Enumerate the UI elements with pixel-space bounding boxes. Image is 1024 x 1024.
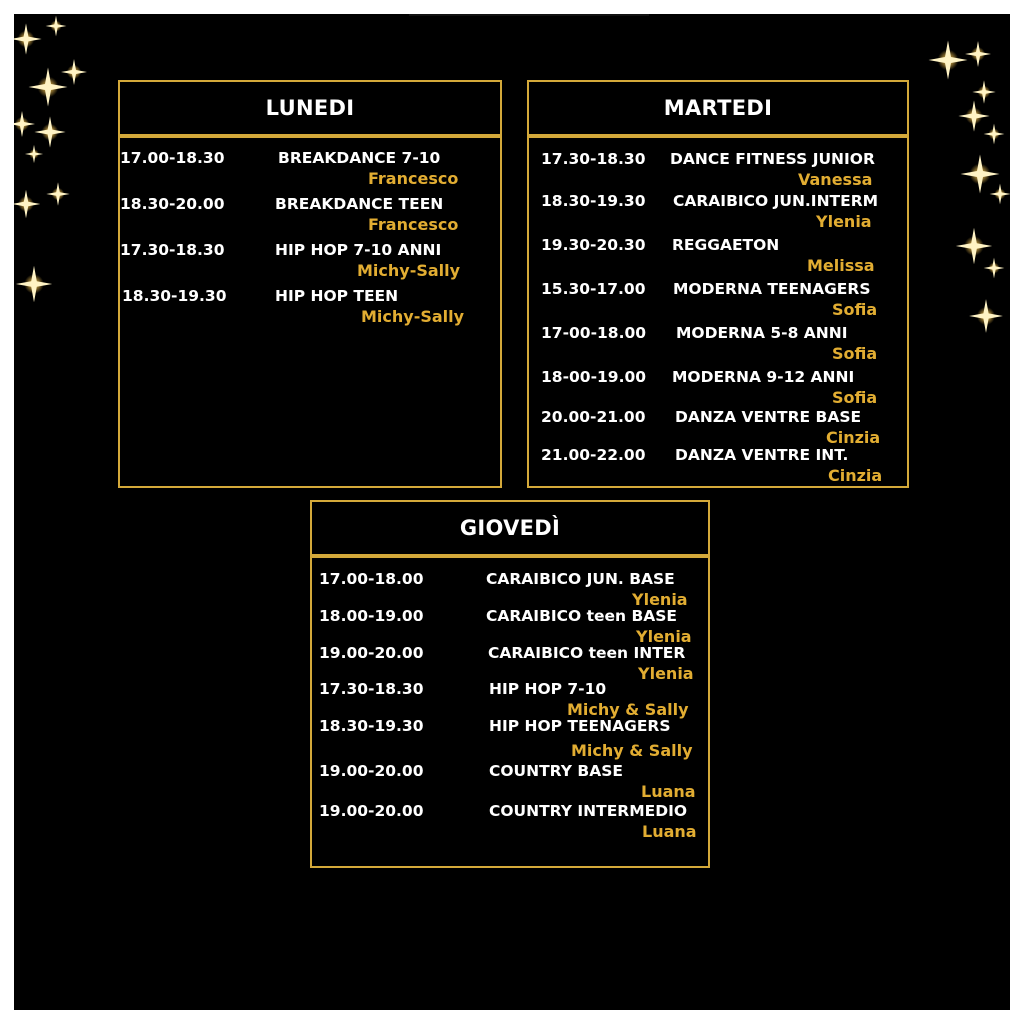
schedule-row bbox=[120, 241, 500, 281]
sparkle-cluster-icon bbox=[924, 24, 1010, 344]
time-slot: 17.30-18.30 bbox=[120, 241, 225, 259]
teacher-name: Francesco bbox=[368, 169, 459, 188]
course-name: HIP HOP TEENAGERS bbox=[489, 717, 671, 735]
course-name: COUNTRY BASE bbox=[489, 762, 623, 780]
course-name: HIP HOP TEEN bbox=[275, 287, 399, 305]
course-name: CARAIBICO JUN. BASE bbox=[486, 570, 675, 588]
panel-lunedi bbox=[118, 80, 502, 488]
schedule-row bbox=[529, 324, 907, 364]
panel-title: GIOVEDÌ bbox=[312, 502, 708, 558]
teacher-name: Michy & Sally bbox=[567, 700, 689, 719]
teacher-name: Sofia bbox=[832, 300, 878, 319]
schedule-row bbox=[312, 607, 708, 647]
schedule-row bbox=[529, 446, 907, 486]
schedule-row bbox=[529, 368, 907, 408]
time-slot: 18-00-19.00 bbox=[541, 368, 647, 386]
time-slot: 18.00-19.00 bbox=[319, 607, 424, 625]
teacher-name: Luana bbox=[641, 782, 696, 801]
schedule-row bbox=[529, 150, 907, 190]
schedule-row bbox=[120, 195, 500, 235]
teacher-name: Vanessa bbox=[798, 170, 873, 189]
panel-title: LUNEDI bbox=[120, 82, 500, 138]
schedule-row bbox=[312, 802, 708, 842]
schedule-row bbox=[312, 762, 708, 802]
course-name: CARAIBICO JUN.INTERM bbox=[673, 192, 879, 210]
time-slot: 19.00-20.00 bbox=[319, 802, 424, 820]
schedule-board bbox=[14, 14, 1010, 1010]
course-name: MODERNA 9-12 ANNI bbox=[672, 368, 855, 386]
course-name: DANZA VENTRE BASE bbox=[675, 408, 862, 426]
teacher-name: Michy-Sally bbox=[361, 307, 465, 326]
teacher-name: Ylenia bbox=[636, 627, 692, 646]
course-name: CARAIBICO teen BASE bbox=[486, 607, 678, 625]
teacher-name: Michy & Sally bbox=[571, 741, 693, 760]
sparkle-cluster-icon bbox=[14, 14, 104, 314]
teacher-name: Luana bbox=[642, 822, 697, 841]
schedule-row bbox=[529, 236, 907, 276]
panel-martedi bbox=[527, 80, 909, 488]
time-slot: 19.30-20.30 bbox=[541, 236, 646, 254]
schedule-row bbox=[312, 570, 708, 610]
time-slot: 17.00-18.30 bbox=[120, 149, 225, 167]
time-slot: 17.00-18.00 bbox=[319, 570, 424, 588]
time-slot: 17.30-18.30 bbox=[541, 150, 646, 168]
time-slot: 19.00-20.00 bbox=[319, 762, 424, 780]
schedule-row bbox=[529, 408, 907, 448]
top-divider bbox=[409, 14, 649, 16]
schedule-row bbox=[312, 717, 708, 760]
time-slot: 18.30-20.00 bbox=[120, 195, 225, 213]
course-name: MODERNA TEENAGERS bbox=[673, 280, 871, 298]
course-name: HIP HOP 7-10 bbox=[489, 680, 607, 698]
teacher-name: Cinzia bbox=[826, 428, 881, 447]
course-name: BREAKDANCE 7-10 bbox=[278, 149, 441, 167]
time-slot: 19.00-20.00 bbox=[319, 644, 424, 662]
time-slot: 18.30-19.30 bbox=[541, 192, 646, 210]
teacher-name: Francesco bbox=[368, 215, 459, 234]
course-name: HIP HOP 7-10 ANNI bbox=[275, 241, 442, 259]
teacher-name: Sofia bbox=[832, 388, 878, 407]
teacher-name: Michy-Sally bbox=[357, 261, 461, 280]
panel-title: MARTEDI bbox=[529, 82, 907, 138]
time-slot: 18.30-19.30 bbox=[122, 287, 227, 305]
schedule-row bbox=[120, 149, 500, 189]
course-name: DANZA VENTRE INT. bbox=[675, 446, 849, 464]
teacher-name: Ylenia bbox=[632, 590, 688, 609]
schedule-row bbox=[120, 287, 500, 327]
teacher-name: Ylenia bbox=[638, 664, 694, 683]
teacher-name: Melissa bbox=[807, 256, 875, 275]
time-slot: 15.30-17.00 bbox=[541, 280, 646, 298]
course-name: CARAIBICO teen INTER bbox=[488, 644, 686, 662]
schedule-row bbox=[312, 680, 708, 720]
course-name: MODERNA 5-8 ANNI bbox=[676, 324, 848, 342]
time-slot: 20.00-21.00 bbox=[541, 408, 646, 426]
time-slot: 17.30-18.30 bbox=[319, 680, 424, 698]
teacher-name: Cinzia bbox=[828, 466, 883, 485]
course-name: REGGAETON bbox=[672, 236, 780, 254]
schedule-row bbox=[312, 644, 708, 684]
time-slot: 21.00-22.00 bbox=[541, 446, 646, 464]
teacher-name: Ylenia bbox=[816, 212, 872, 231]
course-name: DANCE FITNESS JUNIOR bbox=[670, 150, 875, 168]
schedule-row bbox=[529, 280, 907, 320]
time-slot: 17-00-18.00 bbox=[541, 324, 647, 342]
schedule-row bbox=[529, 192, 907, 232]
time-slot: 18.30-19.30 bbox=[319, 717, 424, 735]
course-name: COUNTRY INTERMEDIO bbox=[489, 802, 688, 820]
teacher-name: Sofia bbox=[832, 344, 878, 363]
panel-giovedi bbox=[310, 500, 710, 868]
course-name: BREAKDANCE TEEN bbox=[275, 195, 444, 213]
